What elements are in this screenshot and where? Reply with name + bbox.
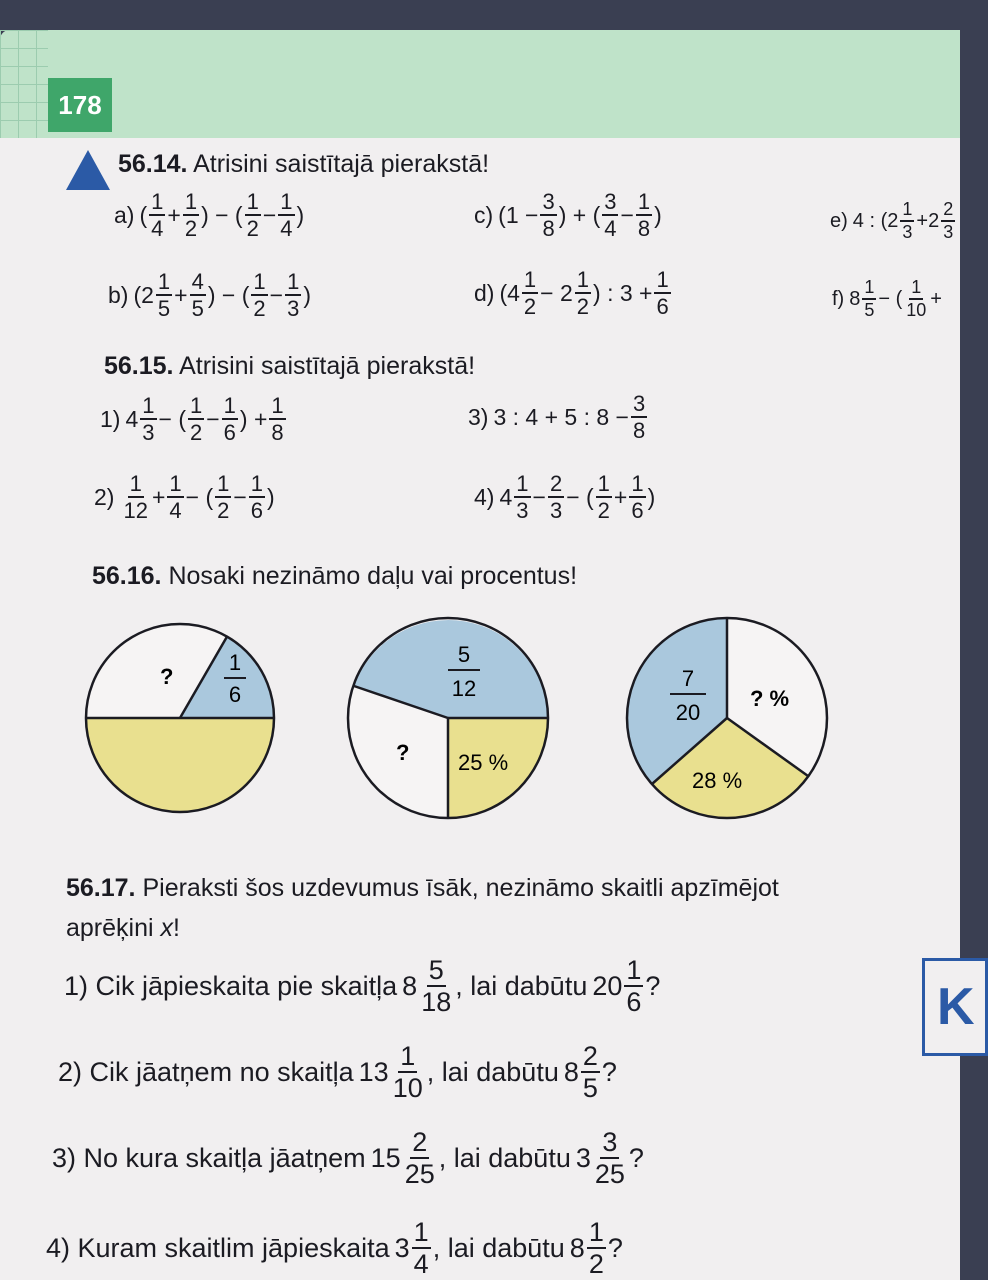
- exercise-56-14-title: [118, 150, 489, 179]
- pie-3-fraction-numerator: 7: [681, 666, 695, 691]
- task-1: 1) 4 $\frac{1}{3}$ − ( $\frac{1}{2}$ − $\frac{1}{6}$ ) + $\frac{1}{8}$: [100, 393, 284, 446]
- exercise-number: 56.16.: [92, 562, 162, 590]
- word-problem-3: 3) No kura skaitļa jāatņem 15 $\frac{2}{25}$ , lai dabūtu 3 $\frac{3}{25}$ ?: [52, 1127, 644, 1190]
- pie-1-fraction-denominator: 6: [228, 682, 242, 707]
- exercise-instruction: Pieraksti šos uzdevumus īsāk, nezināmo skaitli apzīmējot: [142, 874, 779, 902]
- pie-diagrams: [0, 600, 960, 840]
- pie-3-fraction-denominator: 20: [675, 700, 701, 725]
- task-d: d) (4 $\frac{1}{2}$ − 2 $\frac{1}{2}$ ) : 3 + $\frac{1}{6}$: [474, 267, 669, 320]
- task-b: b) (2 $\frac{1}{5}$ + $\frac{4}{5}$ ) − ( $\frac{1}{2}$ − $\frac{1}{3}$ ): [108, 269, 311, 322]
- exercise-instruction: Atrisini saistītajā pierakstā!: [179, 352, 476, 380]
- task-3: 3) 3 : 4 + 5 : 8 − $\frac{3}{8}$: [468, 391, 646, 444]
- task-f: f) 8 $\frac{1}{5}$ − ( $\frac{1}{10}$ +: [832, 277, 942, 320]
- exercise-number: 56.14.: [118, 150, 188, 178]
- word-problem-1: 1) Cik jāpieskaita pie skaitļa 8 $\frac{5}{18}$ , lai dabūtu 20 $\frac{1}{6}$ ?: [64, 955, 661, 1018]
- exercise-56-15-title: [104, 352, 475, 381]
- word-problem-2: 2) Cik jāatņem no skaitļa 13 $\frac{1}{10}$ , lai dabūtu 8 $\frac{2}{5}$ ?: [58, 1041, 617, 1104]
- pie-1-fraction-numerator: 1: [228, 650, 242, 675]
- pie-2-fraction-numerator: 5: [457, 642, 471, 667]
- page-header-band: [0, 30, 960, 138]
- task-2: 2) $\frac{1}{12}$ + $\frac{1}{4}$ − ( $\frac{1}{2}$ − $\frac{1}{6}$ ): [94, 471, 275, 524]
- task-c: c) (1 − $\frac{3}{8}$ ) + ( $\frac{3}{4}$ − $\frac{1}{8}$ ): [474, 189, 662, 242]
- pie-1: [86, 624, 274, 812]
- page-number: 178: [48, 78, 112, 132]
- difficulty-triangle-icon: [66, 150, 110, 190]
- exercise-number: 56.15.: [104, 352, 174, 380]
- task-a: a) ( $\frac{1}{4}$ + $\frac{1}{2}$ ) − ( $\frac{1}{2}$ − $\frac{1}{4}$ ): [114, 189, 305, 242]
- exercise-56-16-title: [92, 562, 577, 591]
- pie-2-unknown-label: ?: [396, 740, 410, 765]
- side-label-letter: K: [937, 978, 975, 1036]
- exercise-number: 56.17.: [66, 874, 136, 902]
- pie-3: [627, 618, 827, 818]
- pie-2-percent-label: 25 %: [458, 750, 509, 775]
- task-e: e) 4 : (2 $\frac{1}{3}$ +2 $\frac{2}{3}$: [830, 199, 954, 242]
- exercise-56-17-title-cont: aprēķini x!: [66, 914, 180, 942]
- pie-3-unknown-label: ? %: [750, 686, 790, 711]
- pie-2-fraction-denominator: 12: [451, 676, 477, 701]
- task-4: 4) 4 $\frac{1}{3}$ − $\frac{2}{3}$ − ( $\frac{1}{2}$ + $\frac{1}{6}$ ): [474, 471, 656, 524]
- pie-1-unknown-label: ?: [160, 664, 174, 689]
- pie-3-percent-label: 28 %: [692, 768, 743, 793]
- exercise-instruction: Atrisini saistītajā pierakstā!: [193, 150, 490, 178]
- exercise-56-17-title: [66, 874, 779, 903]
- side-label-box: [922, 958, 988, 1056]
- pie-2: [348, 618, 548, 818]
- header-grid-pattern: [0, 30, 48, 138]
- word-problem-4: 4) Kuram skaitlim jāpieskaita 3 $\frac{1}{4}$ , lai dabūtu 8 $\frac{1}{2}$ ?: [46, 1217, 623, 1280]
- exercise-instruction: Nosaki nezināmo daļu vai procentus!: [168, 562, 578, 590]
